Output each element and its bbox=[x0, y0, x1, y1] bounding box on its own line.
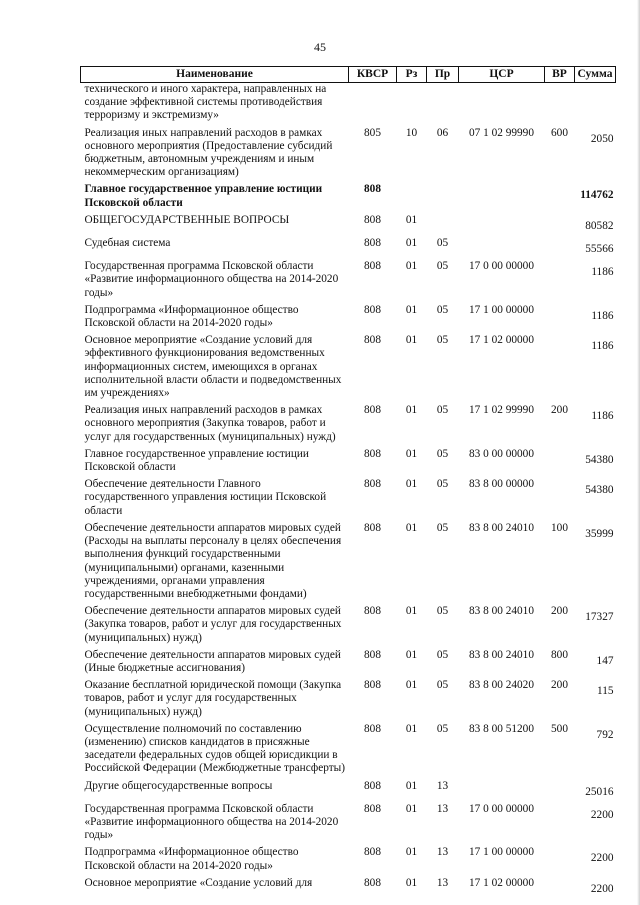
row-name: Государственная программа Псковской области «Развитие информационного общества на 2014-2020 годы» bbox=[84, 802, 339, 842]
row-sum bbox=[575, 448, 616, 478]
row-sum-value: 80582 bbox=[585, 219, 614, 232]
row-pr: 05 bbox=[436, 334, 449, 347]
row-csr bbox=[459, 237, 545, 260]
row-name: Судебная система bbox=[84, 237, 171, 250]
row-sum bbox=[575, 260, 616, 304]
row-rz: 01 bbox=[405, 605, 418, 618]
row-kvsr: 808 bbox=[364, 478, 381, 491]
row-csr: 83 0 00 00000 bbox=[469, 447, 534, 460]
row-name: Осуществление полномочий по составлению (изменению) списков кандидатов в присяжные заседатели федеральных судов общей юрисдикции в Российской Федерации (Межбюджетные трансферты) bbox=[84, 722, 346, 775]
table-row bbox=[81, 334, 616, 404]
table-row bbox=[81, 877, 616, 900]
row-vr bbox=[545, 478, 575, 522]
table-row bbox=[81, 260, 616, 304]
row-name: Государственная программа Псковской области «Развитие информационного общества на 2014-2020 годы» bbox=[84, 260, 339, 299]
table-row bbox=[81, 304, 616, 334]
row-pr: 05 bbox=[436, 722, 449, 735]
row-sum bbox=[575, 780, 616, 803]
row-vr: 200 bbox=[551, 679, 568, 692]
row-pr: 05 bbox=[436, 303, 449, 316]
row-rz: 01 bbox=[405, 846, 418, 859]
row-rz: 01 bbox=[405, 802, 418, 815]
table-row bbox=[81, 237, 616, 260]
row-csr bbox=[459, 214, 545, 237]
row-csr: 17 1 02 00000 bbox=[469, 334, 534, 347]
row-kvsr: 808 bbox=[364, 846, 381, 859]
row-sum-value: 1186 bbox=[591, 410, 614, 423]
row-name: Подпрограмма «Информационное общество Псковской области на 2014-2020 годы» bbox=[84, 303, 299, 330]
row-rz: 10 bbox=[405, 126, 418, 139]
row-vr bbox=[545, 83, 575, 127]
table-row bbox=[81, 404, 616, 448]
row-sum-value: 25016 bbox=[585, 785, 614, 798]
row-kvsr: 808 bbox=[364, 722, 381, 735]
row-vr bbox=[545, 214, 575, 237]
row-kvsr: 808 bbox=[364, 404, 381, 417]
row-vr: 200 bbox=[551, 404, 568, 417]
row-pr: 13 bbox=[436, 802, 449, 815]
row-pr bbox=[427, 183, 459, 213]
row-kvsr: 808 bbox=[364, 521, 381, 534]
row-rz bbox=[397, 183, 427, 213]
row-kvsr: 808 bbox=[364, 213, 381, 226]
row-pr: 05 bbox=[436, 260, 449, 273]
row-sum-value: 1186 bbox=[591, 266, 614, 279]
row-sum bbox=[575, 304, 616, 334]
row-sum-value: 2050 bbox=[590, 132, 614, 145]
row-vr: 600 bbox=[551, 126, 568, 139]
row-sum bbox=[575, 605, 616, 649]
row-sum-value: 2200 bbox=[590, 852, 614, 865]
table-row bbox=[81, 183, 616, 213]
row-kvsr bbox=[349, 83, 397, 127]
row-kvsr: 805 bbox=[364, 126, 381, 139]
row-csr: 17 0 00 00000 bbox=[469, 802, 534, 815]
row-kvsr: 808 bbox=[364, 679, 381, 692]
row-sum-value: 17327 bbox=[585, 611, 614, 624]
row-name: Обеспечение деятельности аппаратов мировых судей (Расходы на выплаты персоналу в целях обеспечения выполнения функций государственными (муниципальными) органами, казенными учреждениями, органами управления государственными внебюджетными фондами) bbox=[84, 521, 342, 600]
row-sum-value: 55566 bbox=[585, 243, 614, 256]
row-rz: 01 bbox=[405, 260, 418, 273]
row-sum bbox=[575, 478, 616, 522]
row-sum bbox=[575, 679, 616, 723]
row-sum-value: 2200 bbox=[590, 808, 614, 821]
row-csr: 83 8 00 24010 bbox=[469, 521, 534, 534]
row-kvsr: 808 bbox=[364, 779, 381, 792]
header-vr: ВР bbox=[545, 67, 575, 83]
row-rz: 01 bbox=[405, 237, 418, 250]
row-csr: 17 1 02 00000 bbox=[469, 876, 534, 889]
row-sum bbox=[575, 404, 616, 448]
row-pr: 06 bbox=[436, 126, 449, 139]
row-vr: 800 bbox=[551, 648, 568, 661]
table-row bbox=[81, 448, 616, 478]
table-row bbox=[81, 723, 616, 780]
row-sum bbox=[575, 846, 616, 876]
row-csr bbox=[459, 780, 545, 803]
table-row bbox=[81, 846, 616, 876]
table-row bbox=[81, 478, 616, 522]
table-row bbox=[81, 214, 616, 237]
row-rz: 01 bbox=[405, 334, 418, 347]
row-pr: 05 bbox=[436, 237, 449, 250]
row-kvsr: 808 bbox=[364, 260, 381, 273]
row-sum bbox=[575, 183, 616, 213]
row-sum bbox=[575, 237, 616, 260]
row-rz bbox=[397, 83, 427, 127]
table-row bbox=[81, 649, 616, 679]
row-name: Главное государственное управление юстиции Псковской области bbox=[84, 447, 309, 474]
row-pr: 05 bbox=[436, 447, 449, 460]
row-rz: 01 bbox=[405, 779, 418, 792]
row-pr: 05 bbox=[436, 404, 449, 417]
row-rz: 01 bbox=[405, 447, 418, 460]
table-row bbox=[81, 803, 616, 847]
row-pr: 05 bbox=[436, 605, 449, 618]
row-name: Основное мероприятие «Создание условий для эффективного функционирования ведомственных информационных систем, имеющихся в органах исполнительной власти области и подведомственных им учреждениях» bbox=[84, 334, 342, 400]
row-vr bbox=[545, 260, 575, 304]
row-name: Реализация иных направлений расходов в рамках основного мероприятия (Закупка товаров, работ и услуг для государственных (муниципальных) нужд) bbox=[84, 404, 336, 443]
row-kvsr: 808 bbox=[364, 648, 381, 661]
header-kvsr: КВСР bbox=[349, 67, 397, 83]
row-vr: 500 bbox=[551, 722, 568, 735]
page-number: 45 bbox=[314, 40, 326, 54]
row-rz: 01 bbox=[405, 679, 418, 692]
row-vr bbox=[545, 304, 575, 334]
row-vr bbox=[545, 846, 575, 876]
header-csr: ЦСР bbox=[459, 67, 545, 83]
row-rz: 01 bbox=[405, 648, 418, 661]
header-name: Наименование bbox=[81, 67, 349, 83]
row-pr: 13 bbox=[436, 876, 449, 889]
row-sum-value: 147 bbox=[596, 654, 614, 667]
row-csr: 17 1 02 99990 bbox=[469, 404, 534, 417]
row-name: Обеспечение деятельности аппаратов мировых судей (Иные бюджетные ассигнования) bbox=[84, 648, 341, 674]
row-vr bbox=[545, 448, 575, 478]
row-name: ОБЩЕГОСУДАРСТВЕННЫЕ ВОПРОСЫ bbox=[84, 213, 290, 226]
row-kvsr: 808 bbox=[364, 334, 381, 347]
row-sum bbox=[575, 334, 616, 404]
row-vr bbox=[545, 237, 575, 260]
row-sum bbox=[575, 723, 616, 780]
row-sum-value: 54380 bbox=[585, 484, 614, 497]
row-pr: 05 bbox=[436, 679, 449, 692]
row-sum-value: 35999 bbox=[585, 527, 614, 540]
row-sum-value: 2200 bbox=[590, 882, 614, 895]
table-row bbox=[81, 522, 616, 605]
row-rz: 01 bbox=[405, 521, 418, 534]
table-header-row bbox=[81, 67, 616, 83]
row-sum bbox=[575, 877, 616, 900]
row-vr bbox=[545, 803, 575, 847]
row-sum-value: 54380 bbox=[585, 453, 614, 466]
row-rz: 01 bbox=[405, 213, 418, 226]
row-name: технического и иного характера, направленных на создание эффективной системы противодействия терроризму и экстремизму» bbox=[84, 83, 327, 122]
row-kvsr: 808 bbox=[364, 183, 381, 196]
row-pr: 05 bbox=[436, 521, 449, 534]
row-sum bbox=[575, 803, 616, 847]
table-row bbox=[81, 780, 616, 803]
table-row bbox=[81, 605, 616, 649]
row-kvsr: 808 bbox=[364, 303, 381, 316]
row-name: Оказание бесплатной юридической помощи (Закупка товаров, работ и услуг для государственных (муниципальных) нужд) bbox=[84, 679, 342, 718]
row-pr bbox=[427, 214, 459, 237]
row-vr: 200 bbox=[551, 605, 568, 618]
row-name: Реализация иных направлений расходов в рамках основного мероприятия (Предоставление субсидий бюджетным, автономным учреждениям и иным некоммерческим организациям) bbox=[84, 126, 333, 179]
row-rz: 01 bbox=[405, 478, 418, 491]
row-csr: 83 8 00 24010 bbox=[469, 605, 534, 618]
row-name: Основное мероприятие «Создание условий для bbox=[84, 876, 313, 889]
row-pr: 05 bbox=[436, 478, 449, 491]
row-kvsr: 808 bbox=[364, 605, 381, 618]
row-csr: 83 8 00 00000 bbox=[469, 478, 534, 491]
row-sum-value: 1186 bbox=[591, 340, 614, 353]
row-name: Обеспечение деятельности аппаратов мировых судей (Закупка товаров, работ и услуг для государственных (муниципальных) нужд) bbox=[84, 605, 342, 644]
row-csr: 83 8 00 24010 bbox=[469, 648, 534, 661]
row-rz: 01 bbox=[405, 303, 418, 316]
row-vr bbox=[545, 183, 575, 213]
row-kvsr: 808 bbox=[364, 802, 381, 815]
row-kvsr: 808 bbox=[364, 237, 381, 250]
row-sum bbox=[575, 649, 616, 679]
row-vr bbox=[545, 877, 575, 900]
row-csr: 17 0 00 00000 bbox=[469, 260, 534, 273]
row-vr bbox=[545, 780, 575, 803]
row-csr: 17 1 00 00000 bbox=[469, 846, 534, 859]
row-kvsr: 808 bbox=[364, 447, 381, 460]
header-rz: Рз bbox=[397, 67, 427, 83]
row-pr: 13 bbox=[436, 846, 449, 859]
row-sum bbox=[575, 83, 616, 127]
row-csr bbox=[459, 83, 545, 127]
row-rz: 01 bbox=[405, 722, 418, 735]
row-pr bbox=[427, 83, 459, 127]
row-sum bbox=[575, 522, 616, 605]
row-name: Главное государственное управление юстиции Псковской области bbox=[84, 183, 323, 209]
row-name: Другие общегосударственные вопросы bbox=[84, 779, 273, 792]
row-sum bbox=[575, 127, 616, 184]
row-pr: 13 bbox=[436, 779, 449, 792]
row-name: Подпрограмма «Информационное общество Псковской области на 2014-2020 годы» bbox=[84, 846, 299, 872]
table-row bbox=[81, 679, 616, 723]
row-csr bbox=[459, 183, 545, 213]
row-kvsr: 808 bbox=[364, 876, 381, 889]
row-rz: 01 bbox=[405, 404, 418, 417]
budget-table bbox=[80, 66, 616, 900]
table-row bbox=[81, 127, 616, 184]
row-csr: 83 8 00 51200 bbox=[469, 722, 534, 735]
header-pr: Пр bbox=[427, 67, 459, 83]
row-sum-value: 114762 bbox=[580, 189, 614, 202]
row-name: Обеспечение деятельности Главного государственного управления юстиции Псковской области bbox=[84, 478, 327, 517]
row-sum bbox=[575, 214, 616, 237]
row-sum-value: 792 bbox=[596, 728, 614, 741]
row-vr: 100 bbox=[551, 521, 568, 534]
header-sum: Сумма bbox=[575, 67, 616, 83]
row-csr: 17 1 00 00000 bbox=[469, 303, 534, 316]
row-rz: 01 bbox=[405, 876, 418, 889]
row-vr bbox=[545, 334, 575, 404]
row-csr: 07 1 02 99990 bbox=[469, 126, 534, 139]
row-csr: 83 8 00 24020 bbox=[469, 679, 534, 692]
row-sum-value: 115 bbox=[596, 685, 614, 698]
table-row bbox=[81, 83, 616, 127]
row-sum-value: 1186 bbox=[591, 309, 614, 322]
row-pr: 05 bbox=[436, 648, 449, 661]
